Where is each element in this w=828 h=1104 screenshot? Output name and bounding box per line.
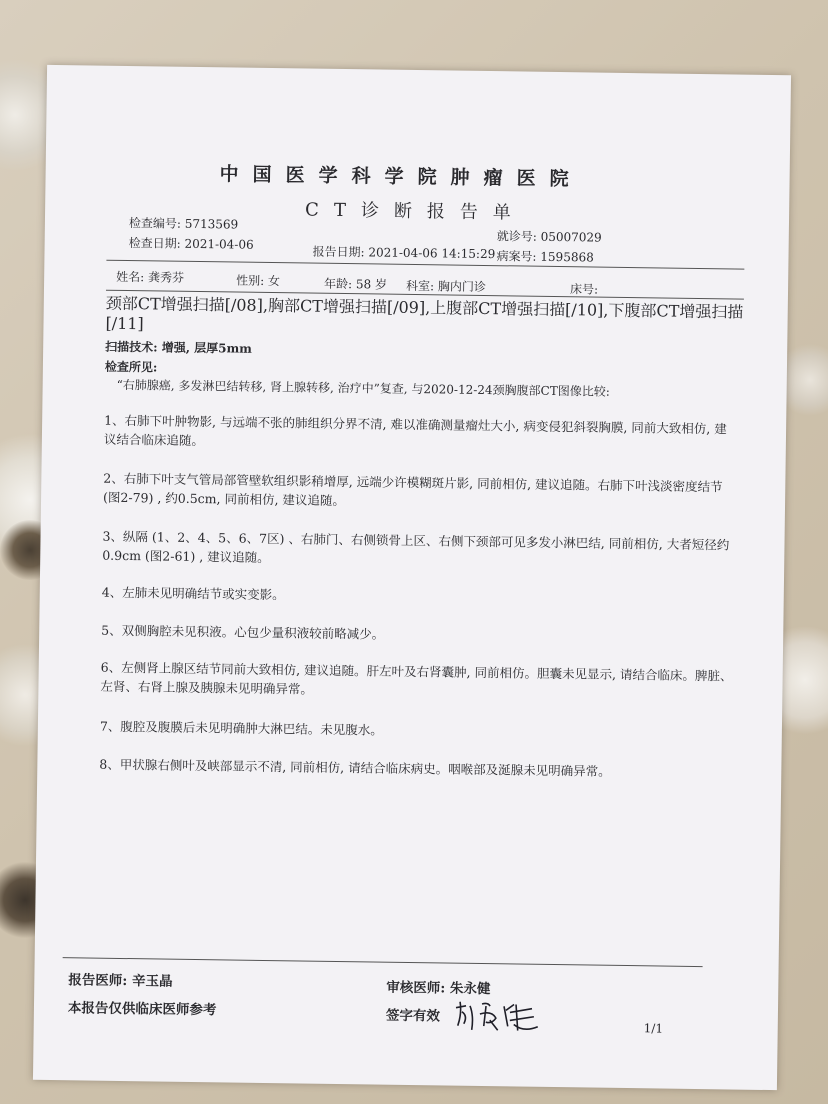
exam-title: 颈部CT增强扫描[/08],胸部CT增强扫描[/09],上腹部CT增强扫描[/10],下腹部CT增强扫描[/11] — [105, 293, 744, 334]
finding-item: 7、腹腔及腹膜后未见明确肿大淋巴结。未见腹水。 — [99, 718, 383, 738]
finding-item: 2、右肺下叶支气管局部管壁软组织影稍增厚, 远端少许模糊斑片影, 同前相仿, 建议追随。右肺下叶浅淡密度结节 (图2-79) , 约0.5cm, 同前相仿, 建议追随。 — [102, 470, 723, 509]
finding-item: 4、左肺未见明确结节或实变影。 — [101, 584, 285, 603]
disclaimer-note: 本报告仅供临床医师参考 — [67, 1000, 217, 1019]
fabric-flower — [780, 340, 828, 420]
exam-date: 检查日期: 2021-04-06 — [128, 236, 254, 252]
ct-report-sheet — [33, 65, 791, 1090]
findings-intro: “右肺腺癌, 多发淋巴结转移, 肾上腺转移, 治疗中”复查, 与2020-12-24颈胸腹部CT图像比较: — [116, 377, 610, 399]
finding-item: 3、纵隔 (1、2、4、5、6、7区) 、右肺门、右侧锁骨上区、右侧下颈部可见多发小淋巴结, 同前相仿, 大者短径约0.9cm (图2-61) , 建议追随。 — [102, 528, 730, 566]
scan-technique: 扫描技术: 增强, 层厚5mm — [105, 339, 252, 356]
hospital-name: 中国医学科学院肿瘤医院 — [219, 163, 583, 191]
finding-item: 5、双侧胸腔未见积液。心包少量积液较前略减少。 — [101, 622, 385, 642]
divider — [106, 260, 744, 270]
patient-name: 姓名: 龚秀芬 — [116, 269, 185, 285]
patient-dept: 科室: 胸内门诊 — [405, 278, 487, 295]
reviewing-physician: 审核医师: 朱永健 — [386, 979, 491, 998]
page-number: 1/1 — [643, 1021, 664, 1036]
reporting-physician: 报告医师: 辛玉晶 — [68, 972, 173, 990]
patient-sex: 性别: 女 — [236, 273, 281, 289]
finding-item: 1、右肺下叶肿物影, 与远端不张的肺组织分界不清, 难以准确测量瘤灶大小, 病变侵犯斜裂胸膜, 同前大致相仿, 建议结合临床追随。 — [103, 412, 727, 449]
visit-number: 就诊号: 05007029 — [496, 229, 602, 245]
record-number: 病案号: 1595868 — [496, 249, 594, 265]
findings-label: 检查所见: — [104, 359, 158, 375]
patient-bed: 床号: — [569, 282, 599, 297]
report-title: CT诊断报告单 — [304, 199, 527, 224]
finding-item: 8、甲状腺右侧叶及峡部显示不清, 同前相仿, 请结合临床病史。咽喉部及涎腺未见明确异常。 — [99, 756, 611, 779]
divider — [63, 957, 703, 967]
handwritten-signature — [452, 996, 543, 1037]
finding-item: 6、左侧肾上腺区结节同前大致相仿, 建议追随。肝左叶及右肾囊肿, 同前相仿。胆囊未见显示, 请结合临床。脾脏、左肾、右肾上腺及胰腺未见明确异常。 — [100, 659, 733, 697]
patient-age: 年龄: 58 岁 — [323, 276, 388, 292]
exam-number: 检查编号: 5713569 — [128, 216, 239, 232]
report-date: 报告日期: 2021-04-06 14:15:29 — [312, 244, 496, 262]
signature-valid-label: 签字有效 — [385, 1007, 440, 1025]
